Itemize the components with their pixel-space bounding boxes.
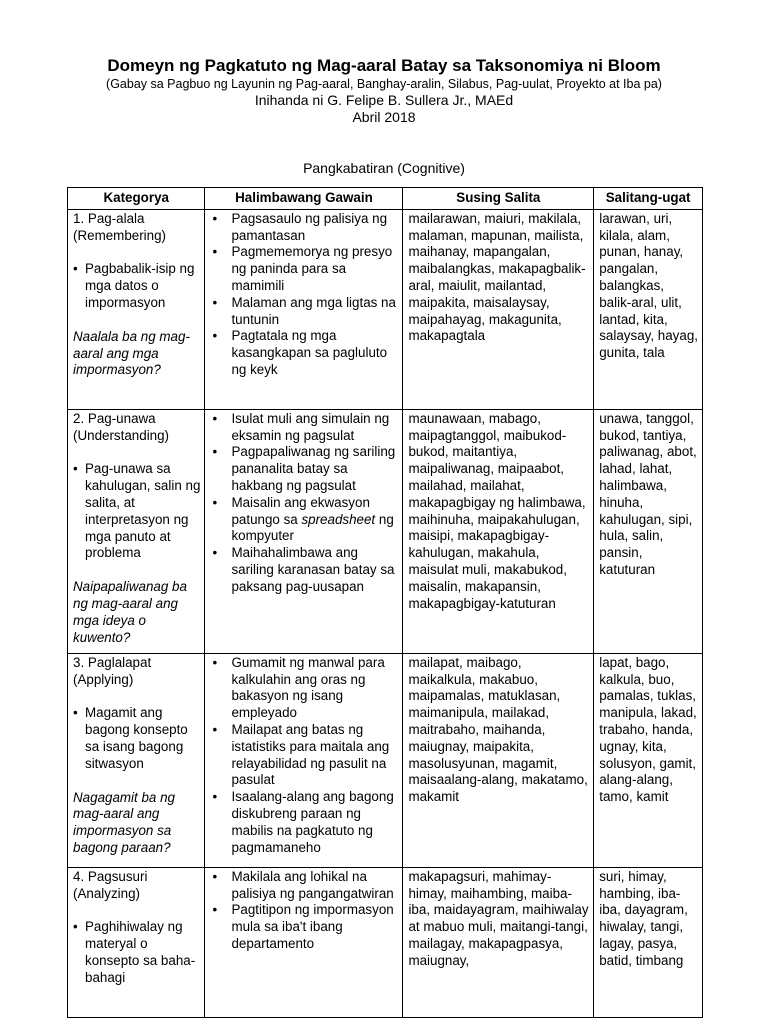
list-item bbox=[210, 328, 398, 378]
activities-cell bbox=[205, 867, 403, 1017]
list-item bbox=[210, 244, 398, 294]
category-cell bbox=[68, 409, 205, 653]
list-item bbox=[210, 655, 398, 722]
activity-text: Pagsasaulo ng palisiya ng pamantasan bbox=[231, 210, 388, 243]
keywords-cell: mailarawan, maiuri, makilala, malaman, mapunan, mailista, maihanay, mapangalan, maibalangkas, makapagbalik-aral, maiulit, mailantad, maipakita, maisalaysay, maipahayag, makagunita, makapagtala bbox=[403, 209, 594, 409]
bullet-icon: • bbox=[212, 494, 218, 510]
list-item bbox=[210, 869, 398, 903]
list-item bbox=[210, 722, 398, 789]
bullet-icon: • bbox=[212, 868, 218, 884]
date-line: Abril 2018 bbox=[352, 109, 416, 125]
table-header-row bbox=[68, 188, 703, 210]
guide-question: Naipapaliwanag ba ng mag-aaral ang mga ideya o kuwento? bbox=[73, 579, 187, 645]
italic-term: spreadsheet bbox=[301, 511, 376, 527]
activity-text: Mailapat ang batas ng istatistiks para maitala ang relayabilidad ng pasulit na pasulat bbox=[231, 721, 390, 788]
bloom-taxonomy-table bbox=[67, 187, 703, 1018]
bullet-icon: • bbox=[73, 919, 78, 935]
list-item bbox=[210, 789, 398, 856]
activities-cell bbox=[205, 209, 403, 409]
table-row bbox=[68, 867, 703, 1017]
activities-list bbox=[210, 869, 398, 953]
category-cell bbox=[68, 867, 205, 1017]
activity-text: Isulat muli ang simulain ng eksamin ng pagsulat bbox=[231, 410, 390, 443]
category-description bbox=[73, 261, 200, 311]
list-item bbox=[210, 902, 398, 952]
category-name: 1. Pag-alala (Remembering) bbox=[73, 210, 167, 243]
document-header bbox=[0, 0, 768, 177]
activity-text: Pagtitipon ng impormasyon mula sa iba't ibang departamento bbox=[231, 902, 394, 951]
header-salitang-ugat: Salitang-ugat bbox=[594, 188, 703, 210]
document-title: Domeyn ng Pagkatuto ng Mag-aaral Batay sa Taksonomiya ni Bloom bbox=[107, 56, 661, 75]
activity-text: Pagmememorya ng presyo ng paninda para sa mamimili bbox=[231, 244, 393, 293]
activity-text: Maihahalimbawa ang sariling karanasan batay sa paksang pag-uusapan bbox=[231, 545, 395, 594]
bullet-icon: • bbox=[73, 261, 78, 277]
table-row bbox=[68, 409, 703, 653]
activity-text: Pagpapaliwanag ng sariling pananalita batay sa hakbang ng pagsulat bbox=[231, 444, 396, 493]
activity-text: Makilala ang lohikal na palisiya ng pangangatwiran bbox=[231, 868, 394, 901]
activity-text: Gumamit ng manwal para kalkulahin ang oras ng bakasyon ng isang empleyado bbox=[231, 654, 385, 721]
bullet-icon: • bbox=[73, 461, 78, 477]
guide-question: Nagagamit ba ng mag-aaral ang impormasyon sa bagong paraan? bbox=[73, 789, 175, 855]
document-subtitle: (Gabay sa Pagbuo ng Layunin ng Pag-aaral, Banghay-aralin, Silabus, Pag-uulat, Proyekto at Iba pa) bbox=[106, 77, 662, 91]
activities-cell bbox=[205, 653, 403, 867]
roots-cell: larawan, uri, kilala, alam, punan, hanay, pangalan, balangkas, balik-aral, ulit, lantad, kita, salaysay, hayag, gunita, tala bbox=[594, 209, 703, 409]
category-cell bbox=[68, 653, 205, 867]
category-description-text: Pag-unawa sa kahulugan, salin ng salita, at interpretasyon ng mga panuto at problema bbox=[85, 461, 201, 561]
list-item bbox=[210, 495, 398, 545]
bullet-icon: • bbox=[212, 210, 218, 226]
header-halimbawang-gawain: Halimbawang Gawain bbox=[205, 188, 403, 210]
category-name: 2. Pag-unawa (Understanding) bbox=[73, 410, 170, 443]
category-description-text: Magamit ang bagong konsepto sa isang bagong sitwasyon bbox=[85, 705, 188, 771]
author-line: Inihanda ni G. Felipe B. Sullera Jr., MAEd bbox=[254, 92, 514, 108]
keywords-cell: makapagsuri, mahimay-himay, maihambing, maiba-iba, maidayagram, maihiwalay at mabuo muli, maitangi-tangi, mailagay, makapagpasya, maiugnay, bbox=[403, 867, 594, 1017]
roots-cell: unawa, tanggol, bukod, tantiya, paliwanag, abot, lahad, lahat, halimbawa, hinuha, kahulugan, sipi, hula, salin, pansin, katuturan bbox=[594, 409, 703, 653]
bullet-icon: • bbox=[212, 244, 218, 260]
header-kategorya: Kategorya bbox=[68, 188, 205, 210]
bullet-icon: • bbox=[73, 705, 78, 721]
category-cell bbox=[68, 209, 205, 409]
activity-text: Isaalang-alang ang bagong diskubreng paraan ng mabilis na pagkatuto ng pagmamaneho bbox=[231, 789, 394, 855]
list-item bbox=[210, 545, 398, 595]
bullet-icon: • bbox=[212, 444, 218, 460]
category-name: 4. Pagsusuri (Analyzing) bbox=[73, 868, 148, 901]
bullet-icon: • bbox=[212, 294, 218, 310]
category-description-text: Pagbabalik-isip ng mga datos o impormasyon bbox=[85, 261, 195, 310]
keywords-cell: mailapat, maibago, maikalkula, makabuo, maipamalas, matuklasan, maimanipula, mailakad, maitrabaho, maihanda, maiugnay, maipakita, masolusyunan, magamit, maisaalang-alang, makatamo, makamit bbox=[403, 653, 594, 867]
activities-list bbox=[210, 411, 398, 596]
activities-cell bbox=[205, 409, 403, 653]
list-item bbox=[210, 295, 398, 329]
bullet-icon: • bbox=[212, 410, 218, 426]
category-description bbox=[73, 461, 200, 562]
activities-list bbox=[210, 655, 398, 857]
activity-text: Maisalin ang ekwasyon patungo sa spreadsheet ng kompyuter bbox=[231, 494, 394, 544]
activity-text: Malaman ang mga ligtas na tuntunin bbox=[231, 294, 396, 327]
category-description-text: Paghihiwalay ng materyal o konsepto sa baha-bahagi bbox=[85, 919, 196, 985]
list-item bbox=[210, 211, 398, 245]
bullet-icon: • bbox=[212, 654, 218, 670]
category-description bbox=[73, 705, 200, 772]
bullet-icon: • bbox=[212, 789, 218, 805]
roots-cell: suri, himay, hambing, iba-iba, dayagram, hiwalay, tangi, lagay, pasya, batid, timbang bbox=[594, 867, 703, 1017]
list-item bbox=[210, 444, 398, 494]
bullet-icon: • bbox=[212, 902, 218, 918]
bullet-icon: • bbox=[212, 545, 218, 561]
keywords-cell: maunawaan, mabago, maipagtanggol, maibukod-bukod, maitantiya, maipaliwanag, maipaabot, mailahad, mailahat, makapagbigay ng halimbawa, maihinuha, maipakahulugan, maisipi, makapagbigay-kahulugan, makahula, maisulat muli, makabukod, maisalin, makapansin, makapagbigay-katuturan bbox=[403, 409, 594, 653]
bullet-icon: • bbox=[212, 721, 218, 737]
table-row bbox=[68, 653, 703, 867]
activity-text: Pagtatala ng mga kasangkapan sa pagluluto ng keyk bbox=[231, 328, 388, 377]
table-row bbox=[68, 209, 703, 409]
category-name: 3. Paglalapat (Applying) bbox=[73, 654, 152, 687]
category-description bbox=[73, 919, 200, 986]
list-item bbox=[210, 411, 398, 445]
bullet-icon: • bbox=[212, 328, 218, 344]
section-heading: Pangkabatiran (Cognitive) bbox=[303, 160, 465, 176]
activities-list bbox=[210, 211, 398, 379]
header-susing-salita: Susing Salita bbox=[403, 188, 594, 210]
guide-question: Naalala ba ng mag-aaral ang mga impormasyon? bbox=[73, 328, 190, 378]
roots-cell: lapat, bago, kalkula, buo, pamalas, tuklas, manipula, lakad, trabaho, handa, ugnay, kita, solusyon, gamit, alang-alang, tamo, kamit bbox=[594, 653, 703, 867]
